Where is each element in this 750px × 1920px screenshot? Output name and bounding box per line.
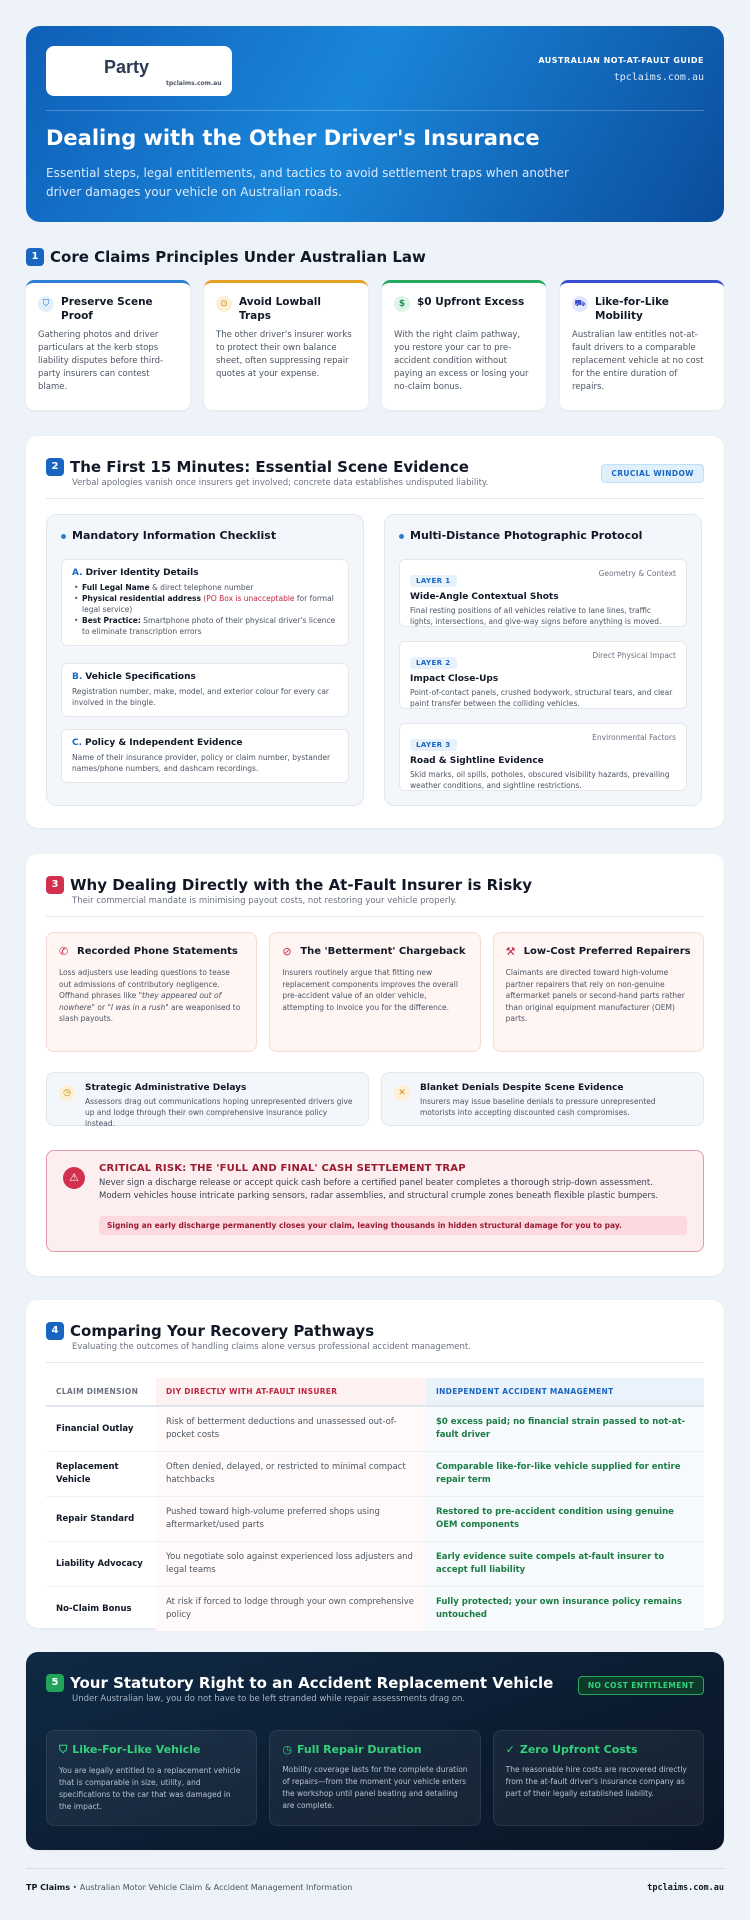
- card-description: With the right claim pathway, you restore your car to pre-accident condition without paying an excess or losing your no-claim bonus.: [394, 330, 529, 392]
- table-cell: Repair Standard: [46, 1497, 156, 1542]
- section-title: Why Dealing Directly with the At-Fault Insurer is Risky: [70, 875, 533, 894]
- alert-title: CRITICAL RISK: THE 'FULL AND FINAL' CASH SETTLEMENT TRAP: [99, 1163, 466, 1174]
- card-title: $0 Upfront Excess: [417, 296, 525, 308]
- bullet-label: Full Legal Name: [82, 583, 150, 592]
- section-5-heading: [46, 1672, 553, 1692]
- bullet-label: Physical residential address: [82, 594, 201, 603]
- footer-text: Australian Motor Vehicle Claim & Accident Management Information: [79, 1883, 353, 1892]
- table-cell: Pushed toward high-volume preferred shops using aftermarket/used parts: [156, 1497, 426, 1542]
- layer-badge: LAYER 1: [410, 575, 457, 587]
- alert-description: Never sign a discharge release or accept quick cash before a certified panel beater completes a thorough strip-down assessment. Modern vehicles house intricate parking sensors, radar assemblies, and structural crumple zones beneath flexible plastic bumpers.: [99, 1178, 659, 1201]
- critical-risk-alert: [46, 1150, 704, 1252]
- checklist-item-driver-identity: [61, 559, 349, 646]
- table-cell: Comparable like-for-like vehicle supplied for entire repair term: [426, 1452, 704, 1497]
- bar-description: Assessors drag out communications hoping unrepresented drivers give up and lodge through their own comprehensive insurance policy instead.: [85, 1097, 353, 1128]
- section-number: 1: [26, 248, 44, 266]
- risk-bar: [46, 1072, 369, 1126]
- layer-description: Final resting positions of all vehicles relative to lane lines, traffic lights, intersections, and give-way signs before anything is moved.: [410, 606, 662, 626]
- card-description: The reasonable hire costs are recovered directly from the at-fault driver's insurance company as part of their legally established liability.: [505, 1765, 687, 1798]
- layer-description: Point-of-contact panels, crushed bodywork, structural tears, and clear paint transfer between the colliding vehicles.: [410, 688, 673, 708]
- desc-text: Loss adjusters use leading questions to tease out admissions of contributory negligence. Offhand phrases like: [59, 968, 230, 1000]
- guide-tag: AUSTRALIAN NOT-AT-FAULT GUIDE: [538, 56, 704, 65]
- layer-card: [399, 723, 687, 791]
- layer-tag: Direct Physical Impact: [592, 651, 676, 660]
- risk-bar: [381, 1072, 704, 1126]
- section-title: Core Claims Principles Under Australian Law: [50, 247, 426, 266]
- entitlement-card: [46, 1730, 257, 1826]
- checklist-item-vehicle-specs: [61, 663, 349, 717]
- item-letter: A.: [72, 568, 83, 578]
- page-title: Dealing with the Other Driver's Insurance: [46, 126, 540, 150]
- divider: [46, 498, 704, 499]
- section-4-panel: [26, 1300, 724, 1628]
- card-description: [59, 967, 244, 1025]
- bullet-text: for formal legal service): [82, 594, 334, 614]
- page-subtitle: Essential steps, legal entitlements, and tactics to avoid settlement traps when another driver damages your vehicle on Australian roads.: [46, 166, 569, 199]
- table-cell: Financial Outlay: [46, 1406, 156, 1452]
- section-number: 5: [46, 1674, 64, 1692]
- desc-text: or: [95, 1002, 108, 1012]
- entitlement-card: [493, 1730, 704, 1826]
- card-title: The 'Betterment' Chargeback: [300, 946, 466, 957]
- quote-text: "I was in a rush": [107, 1002, 169, 1012]
- logo[interactable]: [46, 46, 232, 96]
- x-icon: ✕: [394, 1085, 410, 1101]
- bar-title: Strategic Administrative Delays: [85, 1083, 247, 1093]
- section-2-panel: [26, 436, 724, 828]
- shield-icon: ⛉: [38, 296, 54, 312]
- divider: [46, 916, 704, 917]
- card-title: Preserve Scene Proof: [61, 296, 153, 322]
- risk-cards: [46, 932, 704, 1052]
- bullet-dot-icon: [61, 534, 66, 539]
- warning-icon: ⚠: [63, 1167, 85, 1189]
- hero-url-link[interactable]: tpclaims.com.au: [613, 72, 704, 83]
- table-cell: $0 excess paid; no financial strain passed to not-at-fault driver: [426, 1406, 704, 1452]
- card-description: The other driver's insurer works to protect their own balance sheet, often suppressing repair quotes at your expense.: [216, 330, 352, 379]
- card-title: Like-for-Like Mobility: [595, 296, 669, 322]
- section-subtitle: Under Australian law, you do not have to be left stranded while repair assessments drag on.: [72, 1694, 466, 1704]
- footer-url-link[interactable]: tpclaims.com.au: [647, 1882, 724, 1893]
- layer-card: [399, 641, 687, 709]
- bullet-dot-icon: [399, 534, 404, 539]
- table-row: [46, 1406, 704, 1452]
- dollar-icon: $: [394, 296, 410, 312]
- list-item: [72, 582, 338, 593]
- table-cell: No-Claim Bonus: [46, 1587, 156, 1632]
- card-description: Mobility coverage lasts for the complete duration of repairs—from the moment your vehicle enters the workshop until panel beating and detailing are complete.: [282, 1765, 468, 1810]
- divider: [46, 1362, 704, 1363]
- check-icon: ✓: [505, 1743, 515, 1756]
- table-cell: Early evidence suite compels at-fault insurer to accept full liability: [426, 1542, 704, 1587]
- entitlement-cards: [46, 1730, 704, 1826]
- bar-title: Blanket Denials Despite Scene Evidence: [420, 1083, 624, 1093]
- coin-icon: ⊙: [216, 296, 232, 312]
- section-number: 4: [46, 1322, 64, 1340]
- section-subtitle: Verbal apologies vanish once insurers get involved; concrete data establishes undisputed liability.: [72, 478, 489, 488]
- table-row: [46, 1542, 704, 1587]
- section-3-heading: [46, 874, 532, 894]
- checklist-title: Mandatory Information Checklist: [72, 529, 277, 542]
- card-description: Insurers routinely argue that fitting new replacement components improves the overall pre-accident value of an older vehicle, attempting to invoice you for the difference.: [282, 968, 458, 1012]
- logo-url: tpclaims.com.au: [166, 80, 222, 87]
- layer-title: Impact Close-Ups: [410, 674, 499, 684]
- section-3-panel: [26, 854, 724, 1276]
- table-cell: Often denied, delayed, or restricted to minimal compact hatchbacks: [156, 1452, 426, 1497]
- section-subtitle: Evaluating the outcomes of handling claims alone versus professional accident management.: [72, 1342, 471, 1352]
- layer-badge: LAYER 2: [410, 657, 457, 669]
- table-header-row: [46, 1378, 704, 1406]
- layer-card: [399, 559, 687, 627]
- section-1-heading: [26, 246, 426, 266]
- checklist-item-policy-evidence: [61, 729, 349, 783]
- quote-text: "they appeared out of nowhere": [59, 991, 222, 1012]
- table-cell: Risk of betterment deductions and unassessed out-of-pocket costs: [156, 1406, 426, 1452]
- item-bullets: [72, 582, 338, 637]
- alert-circle-icon: ⊘: [282, 945, 292, 958]
- table-row: [46, 1452, 704, 1497]
- table-cell: You negotiate solo against experienced loss adjusters and legal teams: [156, 1542, 426, 1587]
- alert-callout: Signing an early discharge permanently closes your claim, leaving thousands in hidden structural damage for you to pay.: [99, 1216, 687, 1235]
- bar-description: Insurers may issue baseline denials to pressure unrepresented motorists into accepting discounted cash compromises.: [420, 1097, 656, 1117]
- table-cell: At risk if forced to lodge through your own comprehensive policy: [156, 1587, 426, 1632]
- section-subtitle: Their commercial mandate is minimising payout costs, not restoring your vehicle properly.: [72, 896, 458, 906]
- card-title: Zero Upfront Costs: [519, 1743, 638, 1756]
- table-cell: Fully protected; your own insurance policy remains untouched: [426, 1587, 704, 1632]
- card-title: Like-For-Like Vehicle: [72, 1743, 201, 1756]
- principle-card: [560, 280, 724, 410]
- principle-card: [204, 280, 368, 410]
- section-title: Your Statutory Right to an Accident Replacement Vehicle: [70, 1673, 554, 1692]
- desc-text: are weaponised to slash payouts.: [59, 1002, 241, 1023]
- table-cell: Replacement Vehicle: [46, 1452, 156, 1497]
- risk-card: [269, 932, 480, 1052]
- phone-icon: ✆: [59, 945, 69, 958]
- table-cell: Liability Advocacy: [46, 1542, 156, 1587]
- card-description: You are legally entitled to a replacement vehicle that is comparable in size, utility, and specifications to the car that was damaged in the impact.: [59, 1766, 241, 1811]
- layer-description: Skid marks, oil spills, potholes, obscured visibility hazards, prevailing weather conditions, and sightline restrictions.: [410, 770, 670, 790]
- logo-wordmark: Party: [104, 57, 150, 77]
- section-title: The First 15 Minutes: Essential Scene Evidence: [70, 457, 469, 476]
- item-title: Vehicle Specifications: [85, 672, 196, 682]
- footer-brand: TP Claims: [26, 1883, 70, 1892]
- table-row: [46, 1587, 704, 1632]
- item-letter: C.: [72, 738, 83, 748]
- item-description: Name of their insurance provider, policy or claim number, bystander names/phone numbers, and dashcam recordings.: [72, 753, 331, 773]
- layer-title: Wide-Angle Contextual Shots: [410, 592, 559, 602]
- bullet-label: Best Practice:: [82, 616, 141, 625]
- crucial-window-badge: CRUCIAL WINDOW: [601, 464, 704, 483]
- principle-card: [26, 280, 190, 410]
- comparison-table: [46, 1378, 704, 1632]
- column-header: CLAIM DIMENSION: [46, 1378, 156, 1406]
- bullet-text: & direct telephone number: [149, 583, 254, 592]
- footer: [26, 1868, 724, 1898]
- risk-bars: [46, 1072, 704, 1126]
- item-title: Policy & Independent Evidence: [85, 738, 243, 748]
- column-header: INDEPENDENT ACCIDENT MANAGEMENT: [426, 1378, 704, 1406]
- section-5-panel: [26, 1652, 724, 1850]
- risk-card: [493, 932, 704, 1052]
- card-description: Gathering photos and driver particulars at the kerb stops liability disputes before third-party insurers can contest blame.: [38, 330, 164, 392]
- item-title: Driver Identity Details: [85, 568, 199, 578]
- wrench-icon: ⚒: [505, 945, 516, 958]
- footer-separator: •: [69, 1883, 80, 1892]
- section-number: 3: [46, 876, 64, 894]
- item-letter: B.: [72, 672, 83, 682]
- section-2-heading: [46, 456, 469, 476]
- entitlement-card: [269, 1730, 480, 1826]
- car-icon: ⛟: [572, 296, 588, 312]
- no-cost-badge: NO COST ENTITLEMENT: [578, 1676, 704, 1695]
- card-title: Recorded Phone Statements: [77, 946, 238, 957]
- item-description: Registration number, make, model, and exterior colour for every car involved in the bingle.: [72, 687, 330, 707]
- risk-card: [46, 932, 257, 1052]
- layer-tag: Geometry & Context: [598, 569, 676, 578]
- bullet-text: Smartphone photo of their physical driver's licence to eliminate transcription errors: [82, 616, 336, 636]
- principles-cards: [26, 280, 724, 410]
- footer-info: [26, 1883, 352, 1892]
- hero-banner: [26, 26, 724, 222]
- layer-title: Road & Sightline Evidence: [410, 756, 544, 766]
- section-number: 2: [46, 458, 64, 476]
- card-title: Full Repair Duration: [296, 1743, 422, 1756]
- layer-tag: Environmental Factors: [592, 733, 676, 742]
- clock-icon: ◷: [59, 1085, 75, 1101]
- photo-protocol-title: Multi-Distance Photographic Protocol: [410, 529, 643, 542]
- section-4-heading: [46, 1320, 374, 1340]
- table-row: [46, 1497, 704, 1542]
- card-title: Low-Cost Preferred Repairers: [523, 946, 691, 957]
- clock-icon: ◷: [282, 1743, 292, 1756]
- photo-protocol-panel: [384, 514, 702, 806]
- card-description: Australian law entitles not-at-fault drivers to a comparable replacement vehicle at no cost for the entire duration of repairs.: [572, 330, 704, 392]
- list-item: [72, 593, 338, 615]
- shield-icon: ⛉: [59, 1743, 68, 1756]
- card-description: Claimants are directed toward high-volume partner repairers that rely on non-genuine aftermarket panels or second-hand parts rather than original equipment manufacturer (OEM) parts.: [505, 968, 685, 1023]
- warning-text: (PO Box is unacceptable: [200, 594, 295, 603]
- principle-card: [382, 280, 546, 410]
- table-cell: Restored to pre-accident condition using genuine OEM components: [426, 1497, 704, 1542]
- list-item: [72, 615, 338, 637]
- checklist-panel: [46, 514, 364, 806]
- layer-badge: LAYER 3: [410, 739, 457, 751]
- section-title: Comparing Your Recovery Pathways: [70, 1321, 375, 1340]
- divider: [46, 110, 704, 111]
- column-header: DIY DIRECTLY WITH AT-FAULT INSURER: [156, 1378, 426, 1406]
- card-title: Avoid Lowball Traps: [239, 296, 321, 322]
